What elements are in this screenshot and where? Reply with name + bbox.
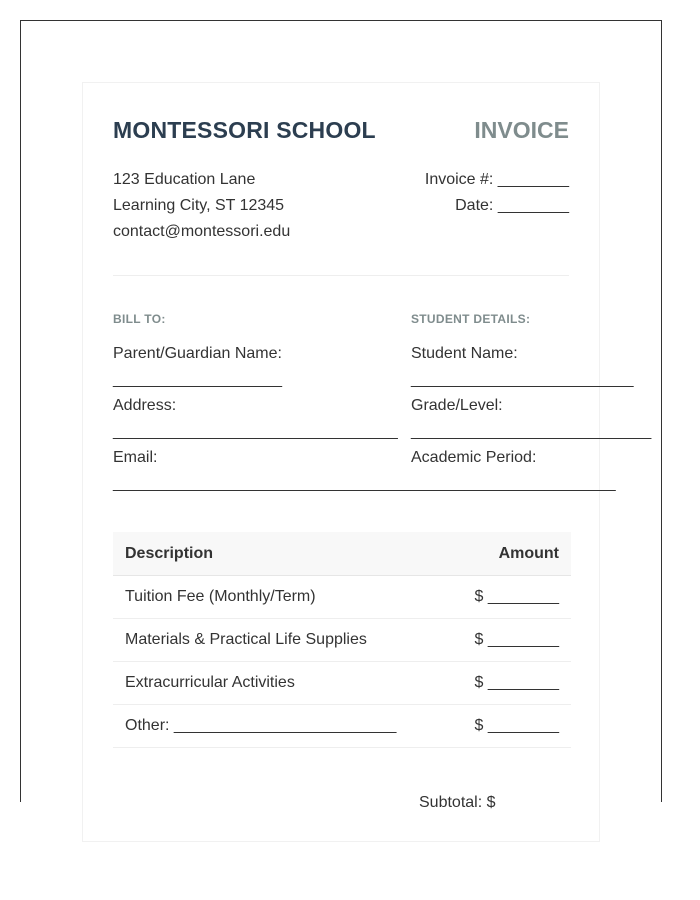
table-header-row [113, 532, 571, 576]
invoice-header [113, 117, 569, 144]
school-name: MONTESSORI SCHOOL [113, 117, 376, 143]
student-name-field [411, 341, 651, 393]
line-items-table [113, 532, 571, 748]
invoice-number: Invoice #: ________ [424, 171, 569, 188]
subtotal-line: Subtotal: $ [419, 794, 496, 811]
parties-section [113, 310, 652, 500]
guardian-address-label: Address: [113, 397, 177, 414]
table-row [113, 705, 571, 748]
academic-period-label: Academic Period: [411, 449, 537, 466]
bill-to-heading: BILL TO: [113, 312, 166, 326]
amount-header: Amount [448, 532, 571, 576]
item-description: Other: _________________________ [113, 705, 448, 748]
item-amount: $ ________ [448, 662, 571, 705]
contact-row [113, 167, 569, 245]
student-name-blank: _________________________ [411, 371, 634, 388]
school-contact [113, 167, 290, 245]
invoice-card [82, 82, 652, 842]
description-header: Description [113, 532, 448, 576]
grade-level-blank: ___________________________ [411, 423, 652, 440]
item-description: Extracurricular Activities [113, 662, 448, 705]
item-description: Materials & Practical Life Supplies [113, 619, 448, 662]
academic-period-field [411, 445, 651, 497]
guardian-name-blank: ___________________ [113, 371, 283, 388]
guardian-address-field [113, 393, 416, 445]
invoice-meta [425, 167, 569, 245]
guardian-email-label: Email: [113, 449, 158, 466]
guardian-email-field [113, 445, 416, 497]
table-row [113, 619, 571, 662]
table-row [113, 662, 571, 705]
bill-to-section [113, 310, 416, 497]
guardian-email-blank: __________________________________ [113, 475, 416, 492]
item-amount: $ ________ [448, 576, 571, 619]
item-description: Tuition Fee (Monthly/Term) [113, 576, 448, 619]
school-email: contact@montessori.edu [113, 223, 291, 240]
guardian-address-blank: ________________________________ [113, 423, 398, 440]
guardian-name-label: Parent/Guardian Name: [113, 345, 282, 362]
grade-level-field [411, 393, 651, 445]
item-amount: $ ________ [448, 619, 571, 662]
student-details-heading: STUDENT DETAILS: [411, 312, 531, 326]
academic-period-blank: _______________________ [411, 475, 616, 492]
school-address-line1: 123 Education Lane [113, 171, 256, 188]
header-divider [113, 275, 569, 276]
invoice-date: Date: ________ [455, 197, 569, 214]
invoice-title: INVOICE [474, 117, 569, 143]
grade-level-label: Grade/Level: [411, 397, 503, 414]
school-address-line2: Learning City, ST 12345 [113, 197, 285, 214]
table-row [113, 576, 571, 619]
student-details-section [411, 310, 651, 497]
guardian-name-field [113, 341, 416, 393]
document-page [20, 20, 662, 811]
item-amount: $ ________ [448, 705, 571, 748]
student-name-label: Student Name: [411, 345, 518, 362]
